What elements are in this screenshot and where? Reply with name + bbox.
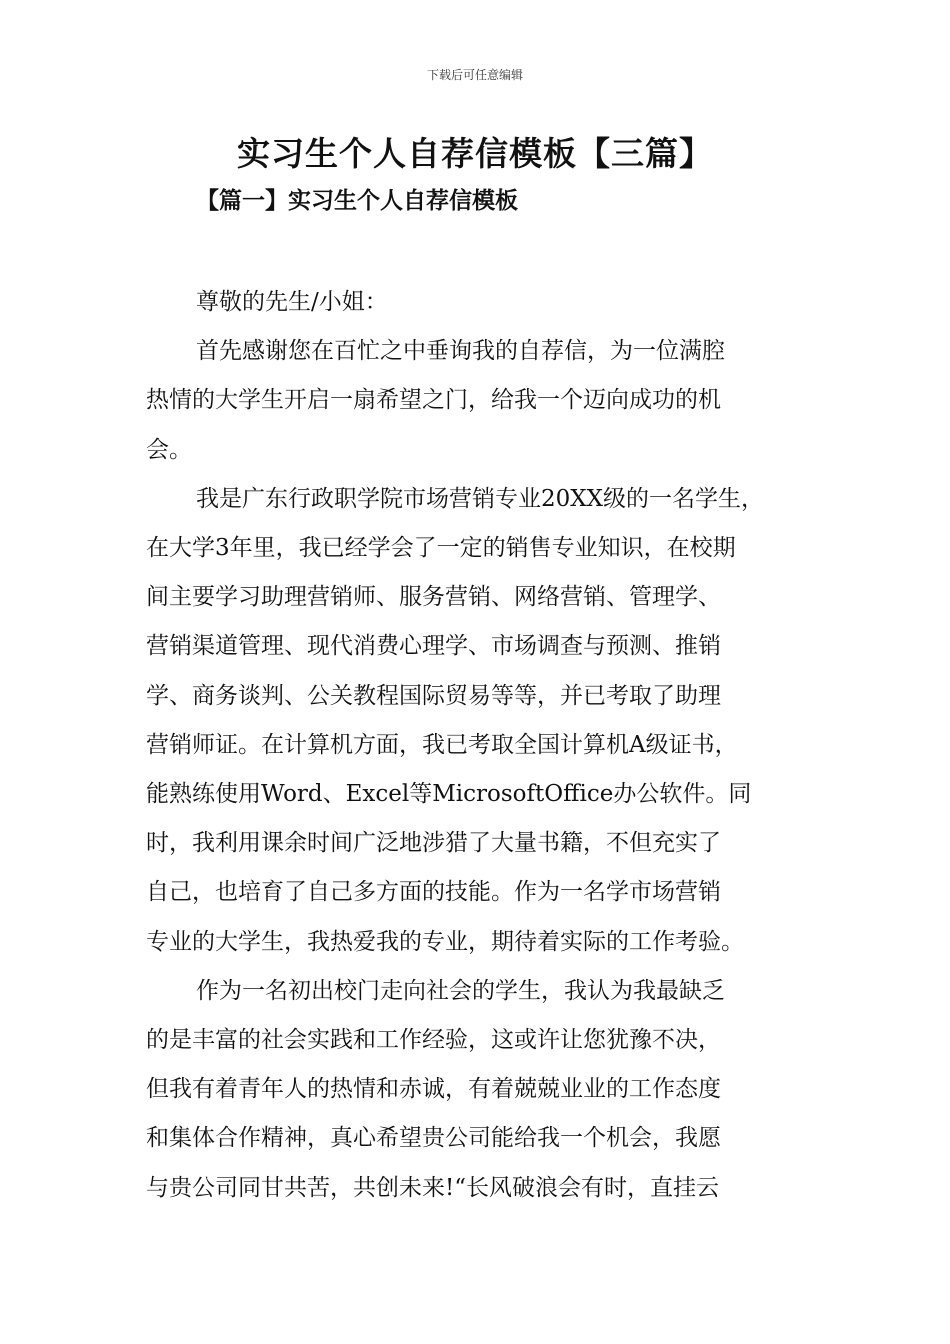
letter-line: 和集体合作精神，真心希望贵公司能给我一个机会，我愿	[146, 1125, 721, 1152]
letter-line: 我是广东行政职学院市场营销专业20XX级的一名学生，	[196, 485, 765, 512]
letter-line: 首先感谢您在百忙之中垂询我的自荐信，为一位满腔	[196, 338, 725, 365]
letter-line: 时，我利用课余时间广泛地涉猎了大量书籍，不但充实了	[146, 830, 721, 857]
letter-line: 尊敬的先生/小姐：	[196, 289, 388, 315]
letter-line: 作为一名初出校门走向社会的学生，我认为我最缺乏	[196, 977, 725, 1004]
letter-line: 间主要学习助理营销师、服务营销、网络营销、管理学、	[146, 584, 721, 611]
section-heading: 【篇一】实习生个人自荐信模板	[196, 187, 518, 214]
letter-line: 营销渠道管理、现代消费心理学、市场调查与预测、推销	[146, 633, 721, 660]
letter-line: 能熟练使用Word、Excel等MicrosoftOffice办公软件。同	[146, 781, 752, 808]
page-header-note: 下载后可任意编辑	[426, 68, 523, 82]
letter-line: 自己，也培育了自己多方面的技能。作为一名学市场营销	[146, 879, 721, 906]
letter-line: 与贵公司同甘共苦，共创未来!“长风破浪会有时，直挂云	[146, 1174, 720, 1201]
letter-line: 但我有着青年人的热情和赤诚，有着兢兢业业的工作态度	[146, 1076, 721, 1103]
letter-line: 在大学3年里，我已经学会了一定的销售专业知识，在校期	[146, 535, 736, 562]
letter-body	[146, 278, 816, 1213]
letter-line: 热情的大学生开启一扇希望之门，给我一个迈向成功的机	[146, 387, 721, 414]
letter-line: 学、商务谈判、公关教程国际贸易等等，并已考取了助理	[146, 682, 721, 709]
letter-line: 的是丰富的社会实践和工作经验，这或许让您犹豫不决，	[146, 1027, 721, 1054]
letter-line: 专业的大学生，我热爱我的专业，期待着实际的工作考验。	[146, 928, 744, 955]
letter-line: 会。	[146, 436, 192, 463]
letter-line: 营销师证。在计算机方面，我已考取全国计算机A级证书，	[146, 731, 738, 758]
document-title: 实习生个人自荐信模板【三篇】	[237, 134, 713, 173]
